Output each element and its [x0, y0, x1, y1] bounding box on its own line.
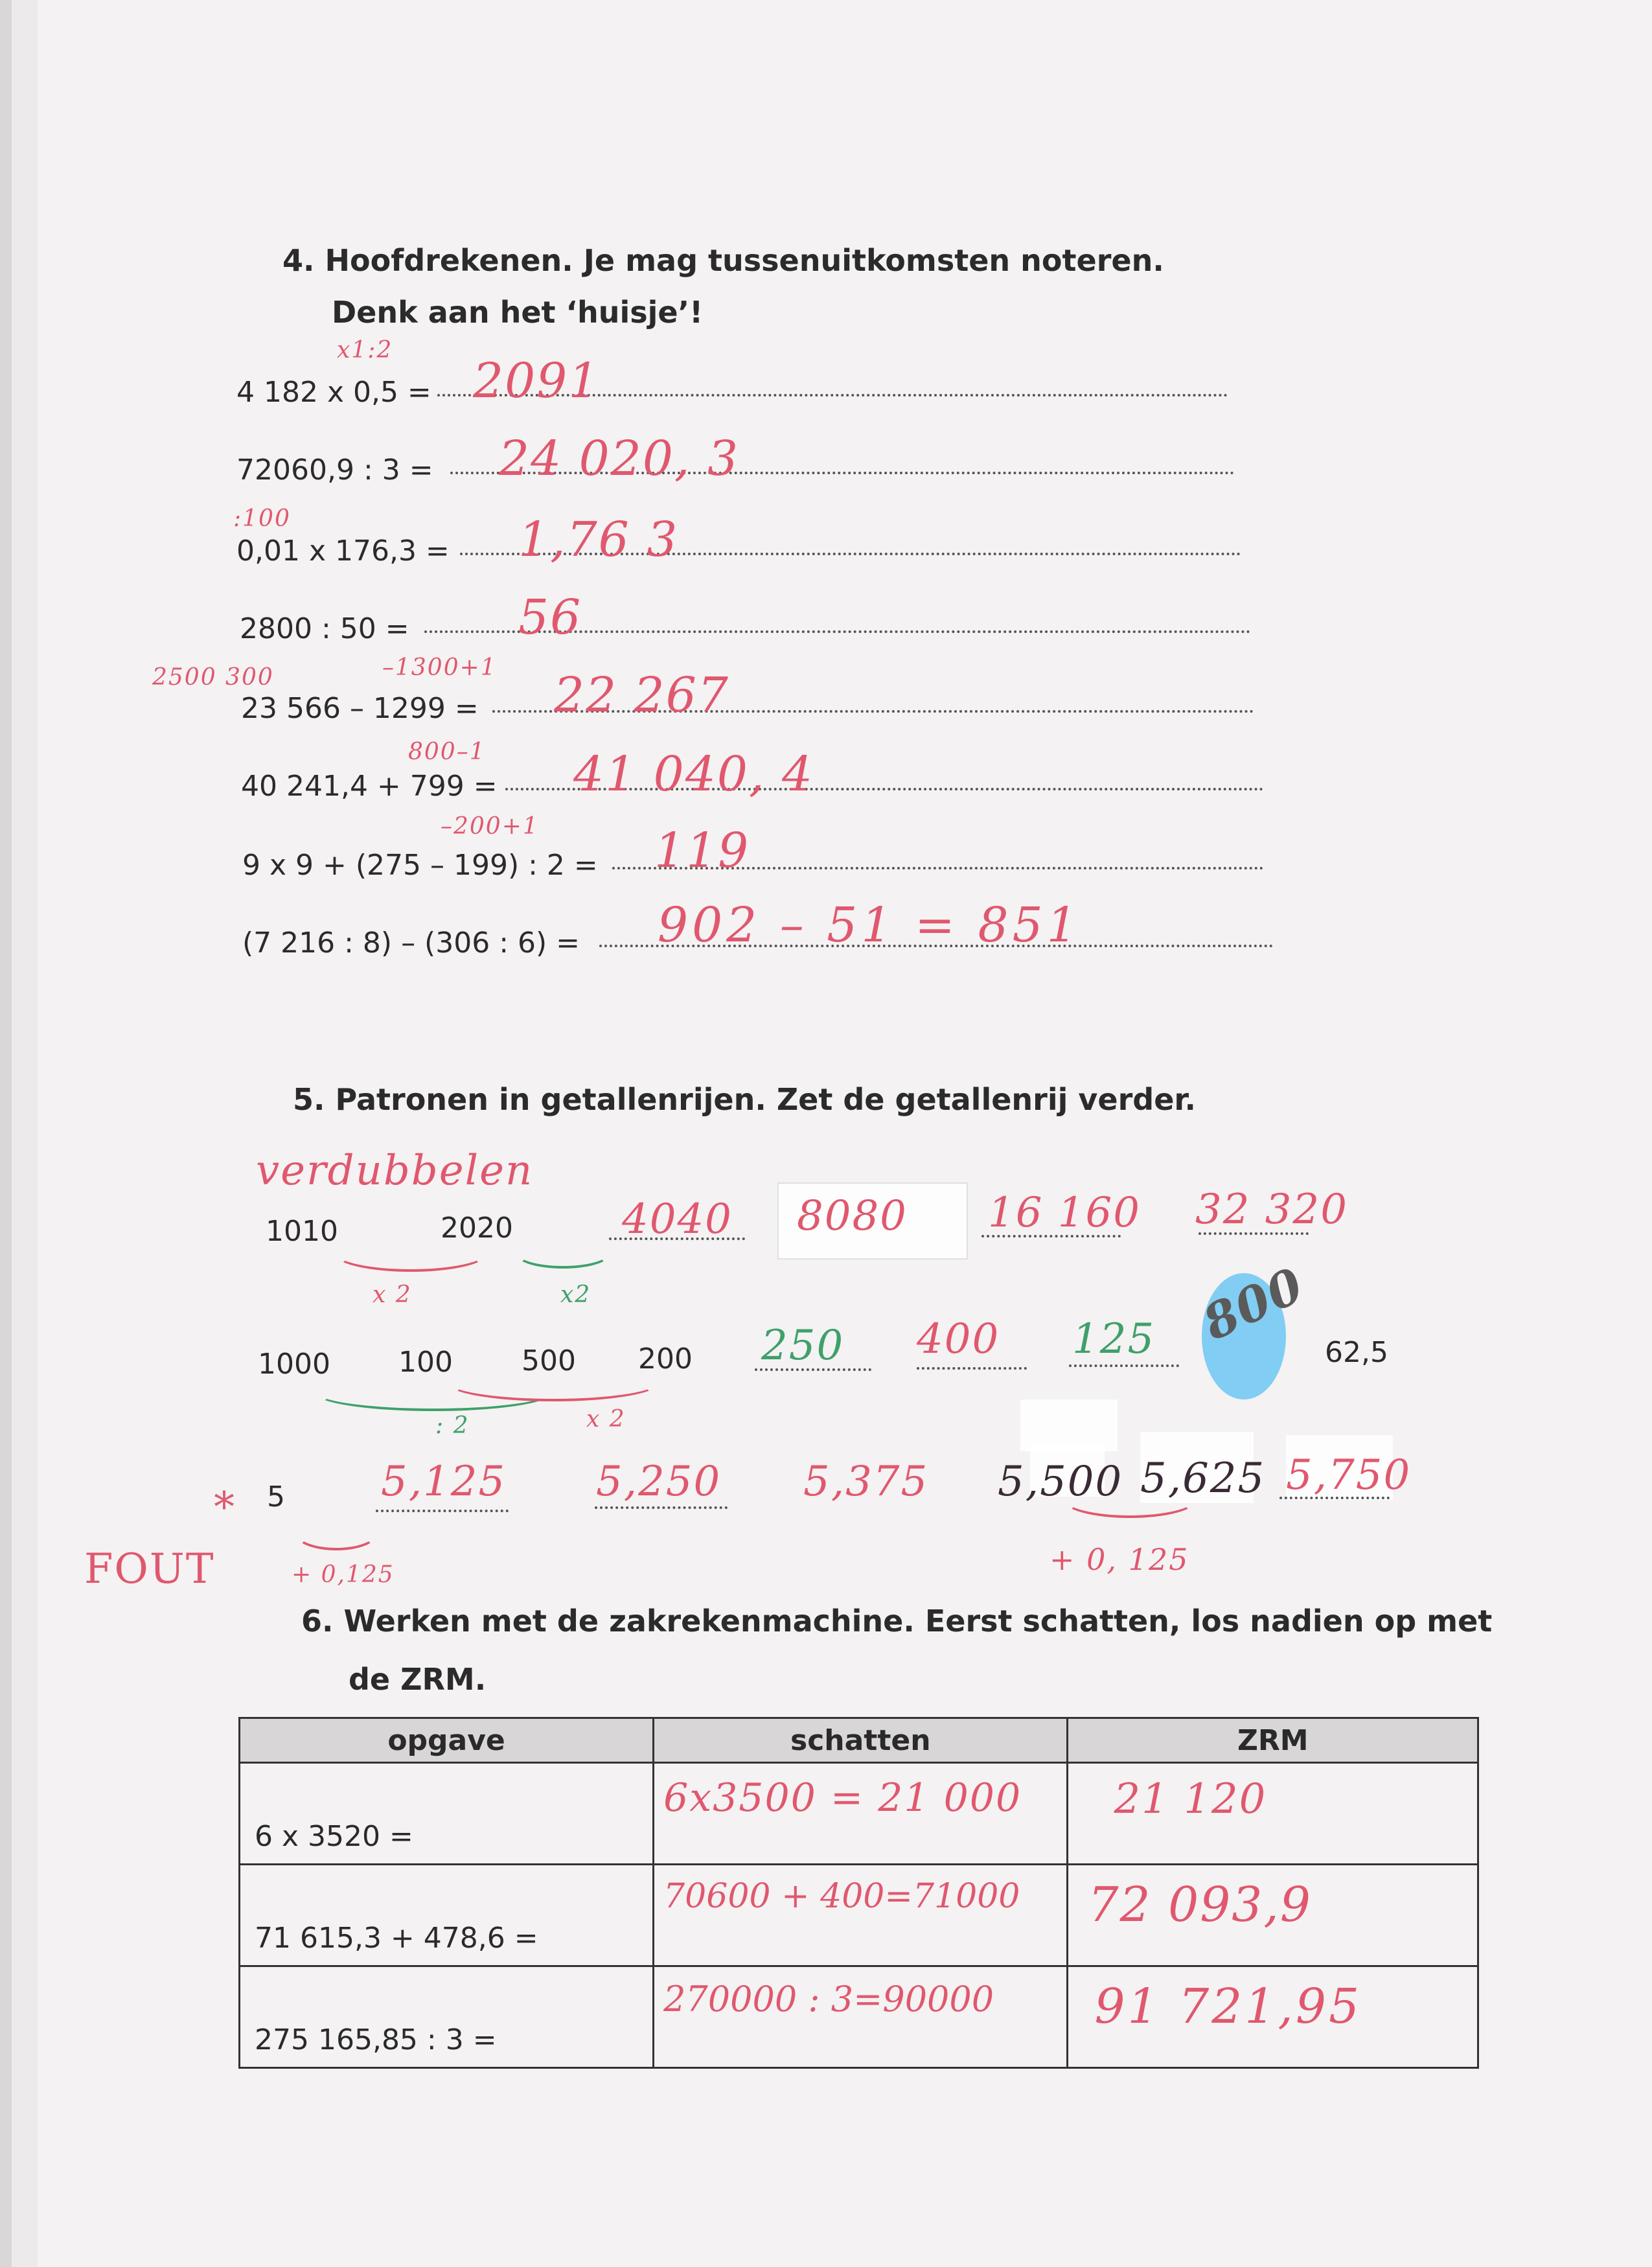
answer: 800 — [1195, 1257, 1313, 1352]
opgave-cell — [240, 1966, 654, 2068]
given-number: 1010 — [266, 1215, 338, 1248]
answer-line — [376, 1510, 509, 1512]
pattern-label: verdubbelen — [256, 1147, 534, 1195]
arrow-label: x2 — [560, 1282, 591, 1308]
column-header: opgave — [240, 1718, 654, 1763]
question: 4 182 x 0,5 = — [236, 376, 431, 409]
work-note: x1:2 — [337, 337, 393, 363]
schatten-cell — [654, 1865, 1068, 1966]
answer: 5,125 — [381, 1458, 507, 1506]
zrm-cell — [1068, 1966, 1478, 2068]
zrm-result: 21 120 — [1114, 1775, 1267, 1823]
answer: 32 320 — [1195, 1186, 1348, 1234]
answer: 125 — [1072, 1315, 1156, 1363]
zrm-result: 91 721,95 — [1094, 1979, 1362, 2034]
question: 23 566 – 1299 = — [241, 692, 479, 725]
answer: 5,625 — [1140, 1455, 1266, 1502]
answer: 119 — [654, 823, 750, 879]
column-header: ZRM — [1068, 1718, 1478, 1763]
answer: 4040 — [622, 1195, 733, 1243]
work-note: 800–1 — [408, 739, 486, 765]
opgave-cell — [240, 1865, 654, 1966]
given-number: 2020 — [441, 1212, 513, 1245]
answer: 24 020, 3 — [499, 431, 740, 487]
arrow-label: + 0, 125 — [1050, 1542, 1189, 1577]
question: 0,01 x 176,3 = — [236, 535, 450, 568]
given-number: 62,5 — [1325, 1336, 1388, 1369]
answer: 5,750 — [1286, 1451, 1412, 1499]
estimate: 70600 + 400=71000 — [663, 1877, 1020, 1916]
fout-label: FOUT — [84, 1545, 215, 1593]
answer: 2091 — [473, 353, 601, 409]
section6-title: 6. Werken met de zakrekenmachine. Eerst schatten, los nadien op met — [301, 1604, 1493, 1639]
answer-line — [1069, 1364, 1179, 1367]
page-edge — [0, 0, 12, 2267]
work-note: –1300+1 — [382, 654, 497, 681]
given-number: 200 — [638, 1342, 693, 1375]
column-header: schatten — [654, 1718, 1068, 1763]
section4-subtitle: Denk aan het ‘huisje’! — [332, 295, 704, 330]
question: 72060,9 : 3 = — [236, 454, 433, 487]
answer: 1,76 3 — [518, 512, 679, 568]
answer: 400 — [917, 1315, 1000, 1363]
arrow-label: + 0,125 — [292, 1561, 395, 1588]
question: 40 241,4 + 799 = — [241, 770, 498, 803]
arrow — [447, 1364, 660, 1401]
section5-title: 5. Patronen in getallenrijen. Zet de getallenrij verder. — [293, 1082, 1196, 1117]
opgave-text: 71 615,3 + 478,6 = — [255, 1922, 538, 1955]
answer: 5,500 — [998, 1458, 1123, 1506]
table-header-row — [240, 1718, 1478, 1763]
zrm-table — [238, 1717, 1479, 2069]
section4-title: 4. Hoofdrekenen. Je mag tussenuitkomsten noteren. — [282, 243, 1164, 278]
given-number: 500 — [522, 1344, 576, 1377]
zrm-cell — [1068, 1865, 1478, 1966]
schatten-cell — [654, 1966, 1068, 2068]
answer: 902 – 51 = 851 — [658, 897, 1081, 953]
answer: 250 — [761, 1322, 845, 1370]
question: (7 216 : 8) – (306 : 6) = — [242, 926, 580, 960]
answer: 5,375 — [803, 1458, 929, 1506]
zrm-result: 72 093,9 — [1088, 1877, 1312, 1933]
given-number: 100 — [398, 1346, 453, 1379]
answer: 22 267 — [554, 667, 729, 723]
estimate: 270000 : 3=90000 — [663, 1979, 994, 2020]
section6-subtitle: de ZRM. — [349, 1662, 487, 1697]
correction-tape — [1020, 1399, 1118, 1451]
arrow-label: x 2 — [373, 1282, 412, 1308]
arrow — [295, 1516, 378, 1550]
arrow — [334, 1234, 488, 1272]
answer-line — [917, 1367, 1027, 1370]
answer: 5,250 — [596, 1458, 722, 1506]
arrow — [515, 1237, 611, 1269]
arrow-label: : 2 — [435, 1412, 470, 1439]
question: 2800 : 50 = — [240, 612, 409, 645]
answer: 16 160 — [988, 1189, 1141, 1237]
opgave-cell — [240, 1763, 654, 1865]
question: 9 x 9 + (275 – 199) : 2 = — [242, 849, 598, 882]
answer: 8080 — [797, 1192, 908, 1240]
arrow-label: x 2 — [586, 1406, 626, 1433]
opgave-text: 275 165,85 : 3 = — [255, 2023, 497, 2056]
table-row — [240, 1966, 1478, 2068]
answer: 56 — [518, 590, 582, 645]
opgave-text: 6 x 3520 = — [255, 1820, 413, 1853]
page-edge-shadow — [12, 0, 38, 2267]
work-note: 2500 300 — [152, 664, 274, 691]
table-row — [240, 1865, 1478, 1966]
wrong-mark: * — [214, 1484, 236, 1532]
table-row — [240, 1763, 1478, 1865]
given-number: 1000 — [258, 1348, 330, 1381]
arrow — [1062, 1480, 1197, 1518]
zrm-cell — [1068, 1763, 1478, 1865]
work-note: :100 — [233, 505, 291, 532]
given-number: 5 — [267, 1480, 285, 1513]
estimate: 6x3500 = 21 000 — [663, 1775, 1022, 1821]
work-note: –200+1 — [441, 813, 539, 840]
schatten-cell — [654, 1763, 1068, 1865]
answer: 41 040, 4 — [573, 746, 814, 802]
answer-line — [595, 1506, 728, 1509]
